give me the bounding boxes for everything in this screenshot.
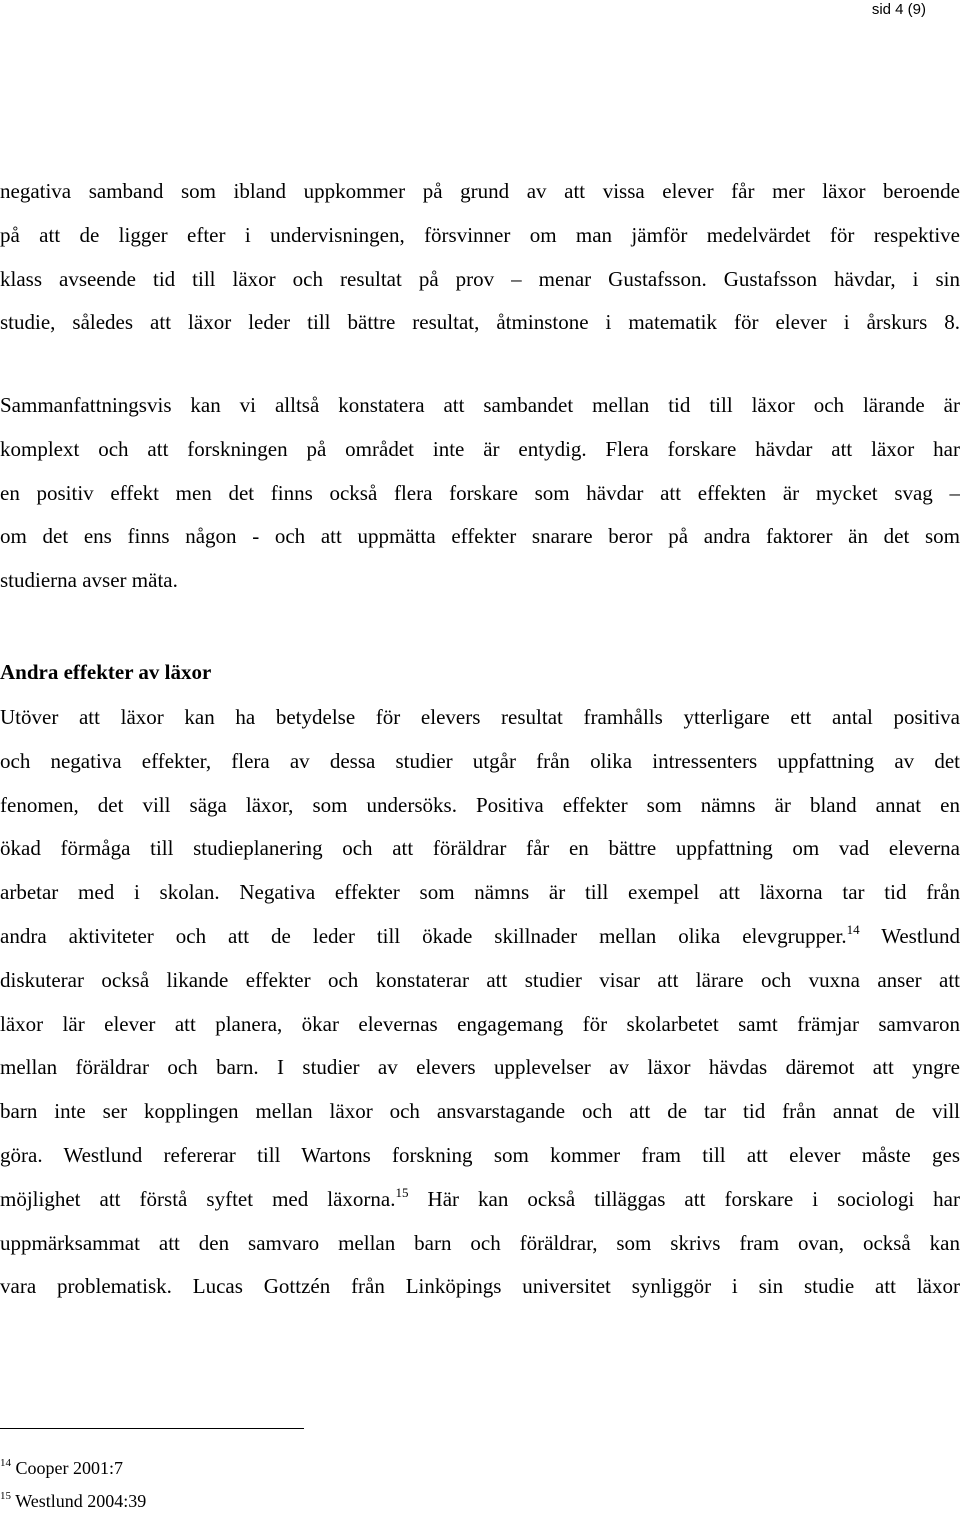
text-segment: Westlund — [859, 923, 960, 948]
footnote-ref-15[interactable]: 15 — [395, 1184, 409, 1200]
text-line: på att de ligger efter i undervisningen, försvinner om man jämför medelvärdet för respektive — [0, 222, 960, 247]
text-line: och negativa effekter, flera av dessa studier utgår från olika intressenters uppfattning av det — [0, 748, 960, 773]
footnote-divider — [0, 1428, 304, 1429]
footnote-ref-14[interactable]: 14 — [846, 921, 860, 937]
footnote-text: Westlund 2004:39 — [15, 1491, 147, 1511]
text-line: Utöver att läxor kan ha betydelse för elevers resultat framhålls ytterligare ett antal positiva — [0, 705, 960, 729]
text-line: klass avseende tid till läxor och resultat på prov – menar Gustafsson. Gustafsson hävdar, i sin — [0, 266, 960, 291]
text-line: uppmärksammat att den samvaro mellan barn och föräldrar, som skrivs fram ovan, också kan — [0, 1230, 960, 1255]
text-line: komplext och att forskningen på området inte är entydig. Flera forskare hävdar att läxor har — [0, 436, 960, 461]
text-segment: möjlighet att förstå syftet med läxorna. — [0, 1186, 396, 1211]
text-line: diskuterar också likande effekter och konstaterar att studier visar att lärare och vuxna anser att — [0, 967, 960, 992]
text-line: fenomen, det vill säga läxor, som undersöks. Positiva effekter som nämns är bland annat en — [0, 792, 960, 817]
text-line: ökad förmåga till studieplanering och att föräldrar får en bättre uppfattning om vad eleverna — [0, 836, 960, 861]
text-line — [0, 915, 960, 959]
text-line: arbetar med i skolan. Negativa effekter som nämns är till exempel att läxorna tar tid från — [0, 880, 960, 905]
text-line: studierna avser mäta. — [0, 568, 178, 593]
footnote-text: Cooper 2001:7 — [15, 1458, 123, 1478]
text-line: om det ens finns någon - och att uppmätta effekter snarare beror på andra faktorer än det som — [0, 524, 960, 549]
text-segment: Här kan också tilläggas att forskare i sociologi har — [408, 1186, 960, 1211]
text-line: barn inte ser kopplingen mellan läxor och ansvarstagande och att de tar tid från annat de vill — [0, 1099, 960, 1124]
footnote-number: 15 — [0, 1490, 11, 1502]
footnote-number: 14 — [0, 1457, 11, 1469]
section-heading: Andra effekter av läxor — [0, 660, 212, 684]
paragraph-3 — [0, 696, 960, 1309]
page-number: sid 4 (9) — [871, 1, 926, 18]
text-line: Sammanfattningsvis kan vi alltså konstatera att sambandet mellan tid till läxor och lärande är — [0, 393, 960, 417]
text-line: vara problematisk. Lucas Gottzén från Linköpings universitet synliggör i sin studie att läxor — [0, 1274, 960, 1299]
text-line: göra. Westlund refererar till Wartons forskning som kommer fram till att elever måste ges — [0, 1142, 960, 1167]
paragraph-1 — [0, 170, 960, 345]
text-line: negativa samband som ibland uppkommer på grund av att vissa elever får mer läxor beroende — [0, 179, 960, 203]
text-line — [0, 1178, 960, 1222]
text-line: mellan föräldrar och barn. I studier av elevers upplevelser av läxor hävdas däremot att yngre — [0, 1055, 960, 1080]
text-segment: andra aktiviteter och att de leder till ökade skillnader mellan olika elevgrupper. — [0, 923, 847, 948]
text-line: en positiv effekt men det finns också flera forskare som hävdar att effekten är mycket svag – — [0, 480, 960, 505]
paragraph-2 — [0, 384, 960, 603]
text-line: studie, således att läxor leder till bättre resultat, åtminstone i matematik för elever i årskurs 8. — [0, 310, 960, 335]
footnote-15 — [0, 1491, 146, 1512]
footnote-14 — [0, 1458, 123, 1479]
text-line: läxor lär elever att planera, ökar elevernas engagemang för skolarbetet samt främjar samvaron — [0, 1011, 960, 1036]
